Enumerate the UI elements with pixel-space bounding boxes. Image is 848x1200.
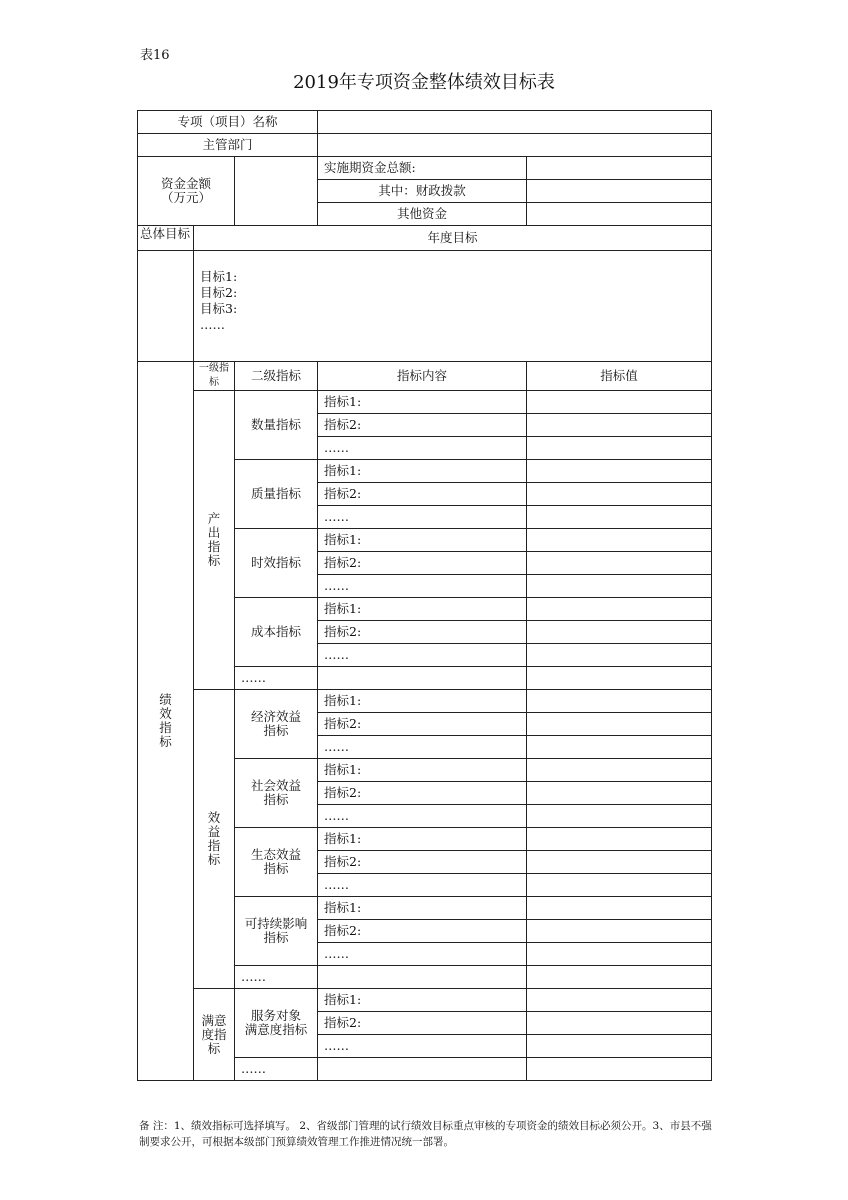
economic-benefit-label: 经济效益 指标	[235, 690, 318, 759]
goal-item: 目标3:	[200, 301, 238, 316]
output-more-cell[interactable]: ……	[235, 667, 318, 690]
document-title: 2019年专项资金整体绩效目标表	[293, 72, 555, 93]
col-content-header: 指标内容	[318, 362, 527, 391]
indicator-value-cell[interactable]	[527, 483, 712, 506]
indicator-value-cell[interactable]	[527, 851, 712, 874]
indicator-content-cell[interactable]: ……	[318, 805, 527, 828]
funds-label-line1: 资金金额	[160, 176, 211, 191]
social-benefit-label: 社会效益 指标	[235, 759, 318, 828]
indicator-content-cell[interactable]: 指标2:	[318, 483, 527, 506]
funds-label	[138, 157, 235, 226]
indicator-value-cell[interactable]	[527, 506, 712, 529]
indicator-content-cell[interactable]: ……	[318, 575, 527, 598]
indicator-value-cell[interactable]	[527, 897, 712, 920]
sustainability-benefit-label: 可持续影响 指标	[235, 897, 318, 966]
indicator-value-cell[interactable]	[527, 690, 712, 713]
indicator-value-cell[interactable]	[527, 437, 712, 460]
indicator-value-cell[interactable]	[527, 805, 712, 828]
col-level2-header: 二级指标	[235, 362, 318, 391]
indicator-value-cell[interactable]	[527, 989, 712, 1012]
annual-goal-label: 年度目标	[194, 226, 712, 251]
indicator-content-cell[interactable]: 指标1:	[318, 598, 527, 621]
indicator-content-cell[interactable]: ……	[318, 506, 527, 529]
col-level1-header: 一级指标	[194, 362, 235, 391]
timeliness-indicator-label: 时效指标	[235, 529, 318, 598]
indicator-value-cell[interactable]	[527, 713, 712, 736]
funds-total-field[interactable]	[527, 157, 712, 180]
funds-other-field[interactable]	[527, 203, 712, 226]
indicator-value-cell[interactable]	[527, 736, 712, 759]
indicator-content-cell[interactable]: 指标1:	[318, 529, 527, 552]
indicator-value-cell[interactable]	[527, 460, 712, 483]
quality-indicator-label: 质量指标	[235, 460, 318, 529]
indicator-content-cell[interactable]: ……	[318, 437, 527, 460]
indicator-value-cell[interactable]	[527, 920, 712, 943]
indicator-content-cell[interactable]: 指标1:	[318, 828, 527, 851]
indicator-value-cell[interactable]	[527, 414, 712, 437]
indicator-value-cell[interactable]	[527, 1012, 712, 1035]
indicator-value-cell[interactable]	[527, 782, 712, 805]
ecological-benefit-label: 生态效益 指标	[235, 828, 318, 897]
satisfaction-indicator-label: 满意 度指 标	[194, 989, 235, 1081]
quantity-indicator-label: 数量指标	[235, 391, 318, 460]
indicator-content-cell[interactable]: ……	[318, 644, 527, 667]
project-name-label: 专项（项目）名称	[138, 111, 318, 134]
indicator-value-cell[interactable]	[527, 1058, 712, 1081]
service-satisfaction-label: 服务对象 满意度指标	[235, 989, 318, 1058]
indicator-content-cell[interactable]: ……	[318, 874, 527, 897]
indicator-value-cell[interactable]	[527, 575, 712, 598]
indicator-content-cell[interactable]	[318, 966, 527, 989]
indicator-content-cell[interactable]	[318, 1058, 527, 1081]
indicator-content-cell[interactable]: 指标2:	[318, 414, 527, 437]
indicator-content-cell[interactable]: 指标2:	[318, 713, 527, 736]
cost-indicator-label: 成本指标	[235, 598, 318, 667]
indicator-content-cell[interactable]: ……	[318, 736, 527, 759]
funds-other-label: 其他资金	[318, 203, 527, 226]
indicator-value-cell[interactable]	[527, 644, 712, 667]
funds-label-line2: （万元）	[160, 190, 211, 205]
indicator-content-cell[interactable]: 指标1:	[318, 759, 527, 782]
indicator-content-cell[interactable]: ……	[318, 943, 527, 966]
indicator-content-cell[interactable]: 指标2:	[318, 552, 527, 575]
indicator-content-cell[interactable]: 指标1:	[318, 897, 527, 920]
indicator-value-cell[interactable]	[527, 391, 712, 414]
benefit-indicator-label: 效 益 指 标	[194, 690, 235, 989]
indicator-value-cell[interactable]	[527, 598, 712, 621]
col-value-header: 指标值	[527, 362, 712, 391]
output-indicator-label: 产 出 指 标	[194, 391, 235, 690]
dept-label: 主管部门	[138, 134, 318, 157]
overall-goal-label: 总体目标	[138, 226, 194, 251]
performance-indicator-label: 绩 效 指 标	[138, 362, 194, 1081]
indicator-value-cell[interactable]	[527, 552, 712, 575]
goal-item: ……	[200, 317, 225, 332]
benefit-more-cell[interactable]: ……	[235, 966, 318, 989]
funds-amount-field[interactable]	[235, 157, 318, 226]
indicator-content-cell[interactable]: ……	[318, 1035, 527, 1058]
goal-item: 目标2:	[200, 285, 238, 300]
overall-goal-field[interactable]	[138, 251, 194, 362]
indicator-value-cell[interactable]	[527, 874, 712, 897]
indicator-value-cell[interactable]	[527, 943, 712, 966]
indicator-content-cell[interactable]: 指标1:	[318, 989, 527, 1012]
indicator-value-cell[interactable]	[527, 966, 712, 989]
indicator-value-cell[interactable]	[527, 828, 712, 851]
indicator-content-cell[interactable]	[318, 667, 527, 690]
annual-goal-field[interactable]	[194, 251, 712, 362]
funds-total-label: 实施期资金总额:	[318, 157, 527, 180]
footnote: 备 注：1、绩效指标可选择填写。 2、省级部门管理的试行绩效目标重点审核的专项资金的绩效目标必须公开。3、市县不强制要求公开，可根据本级部门预算绩效管理工作推进情况统一部署。	[139, 1120, 712, 1148]
indicator-content-cell[interactable]: 指标2:	[318, 621, 527, 644]
indicator-content-cell[interactable]: 指标2:	[318, 920, 527, 943]
indicator-value-cell[interactable]	[527, 529, 712, 552]
indicator-value-cell[interactable]	[527, 621, 712, 644]
funds-fiscal-label: 其中：财政拨款	[318, 180, 527, 203]
indicator-content-cell[interactable]: 指标2:	[318, 851, 527, 874]
indicator-value-cell[interactable]	[527, 759, 712, 782]
indicator-content-cell[interactable]: 指标2:	[318, 1012, 527, 1035]
indicator-content-cell[interactable]: 指标1:	[318, 391, 527, 414]
indicator-content-cell[interactable]: 指标1:	[318, 690, 527, 713]
funds-fiscal-field[interactable]	[527, 180, 712, 203]
goal-item: 目标1:	[200, 269, 238, 284]
project-name-field[interactable]	[318, 111, 712, 134]
indicator-content-cell[interactable]: 指标2:	[318, 782, 527, 805]
satisfaction-more-cell[interactable]: ……	[235, 1058, 318, 1081]
dept-field[interactable]	[318, 134, 712, 157]
indicator-content-cell[interactable]: 指标1:	[318, 460, 527, 483]
indicator-value-cell[interactable]	[527, 1035, 712, 1058]
performance-goal-table	[137, 110, 712, 1081]
indicator-value-cell[interactable]	[527, 667, 712, 690]
page-label: 表16	[140, 48, 170, 63]
